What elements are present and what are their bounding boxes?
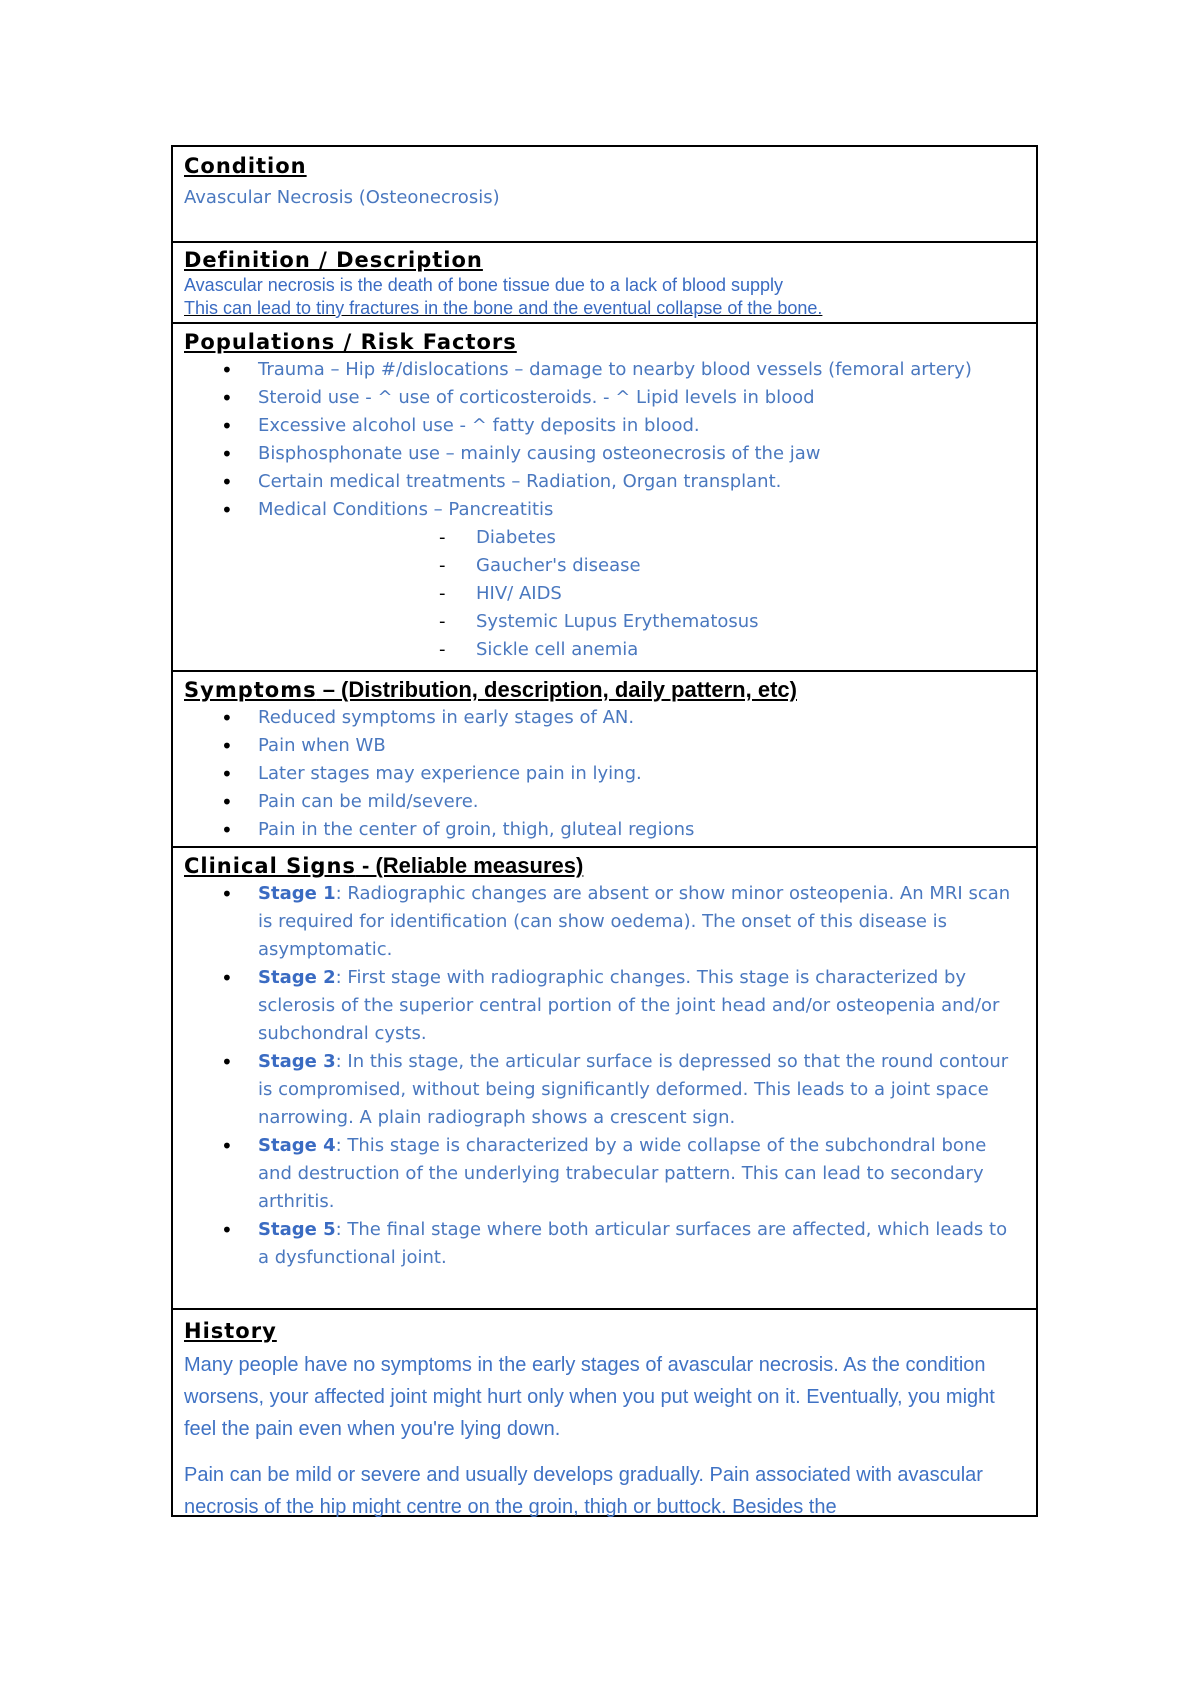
definition-heading: Definition / Description xyxy=(184,248,483,272)
symptoms-heading: Symptoms xyxy=(184,678,317,702)
history-cell xyxy=(173,1308,1036,1517)
stage-label: Stage 3 xyxy=(258,1051,336,1072)
symptoms-list xyxy=(184,704,1026,844)
stage-label: Stage 5 xyxy=(258,1219,336,1240)
list-item: • Excessive alcohol use - ^ fatty deposits in blood. xyxy=(258,412,1026,440)
list-item: • Later stages may experience pain in lying. xyxy=(258,760,1026,788)
populations-cell xyxy=(173,322,1036,672)
stage-text: : The final stage where both articular surfaces are affected, which leads to a dysfunctional joint. xyxy=(258,1219,1008,1268)
stage-item xyxy=(258,1048,1018,1132)
condition-table xyxy=(171,145,1038,1517)
stage-item xyxy=(258,1132,1018,1216)
stage-text: : Radiographic changes are absent or show minor osteopenia. An MRI scan is required for identification (can show oedema). The onset of this disease is asymptomatic. xyxy=(258,883,1011,960)
list-item: • Reduced symptoms in early stages of AN. xyxy=(258,704,1026,732)
stage-item xyxy=(258,1216,1018,1272)
stage-text: : This stage is characterized by a wide collapse of the subchondral bone and destruction of the underlying trabecular pattern. This can lead to secondary arthritis. xyxy=(258,1135,987,1212)
list-item: • Pain in the center of groin, thigh, gluteal regions xyxy=(258,816,1026,844)
condition-value: Avascular Necrosis (Osteonecrosis) xyxy=(184,187,500,208)
stage-text: : First stage with radiographic changes. This stage is characterized by sclerosis of the superior central portion of the joint head and/or osteopenia and/or subchondral cysts. xyxy=(258,967,1000,1044)
stage-label: Stage 4 xyxy=(258,1135,336,1156)
history-paragraph-1: Many people have no symptoms in the early stages of avascular necrosis. As the condition worsens, your affected joint might hurt only when you put weight on it. Eventually, you might feel the pain even when you're lying down. xyxy=(184,1354,995,1440)
stage-item xyxy=(258,964,1018,1048)
list-item: - Sickle cell anemia xyxy=(476,636,1026,664)
stages-list xyxy=(184,880,1026,1272)
history-paragraph-2: Pain can be mild or severe and usually develops gradually. Pain associated with avascular necrosis of the hip might centre on the groin, thigh or buttock. Besides the xyxy=(184,1464,983,1517)
definition-line-1: Avascular necrosis is the death of bone tissue due to a lack of blood supply xyxy=(184,275,784,295)
stage-label: Stage 1 xyxy=(258,883,336,904)
list-item: - Gaucher's disease xyxy=(476,552,1026,580)
symptoms-heading-row xyxy=(184,676,1026,704)
history-heading: History xyxy=(184,1319,277,1343)
list-item: - Systemic Lupus Erythematosus xyxy=(476,608,1026,636)
clinical-signs-heading-note: - (Reliable measures) xyxy=(355,853,584,878)
definition-line-2: This can lead to tiny fractures in the bone and the eventual collapse of the bone. xyxy=(184,298,823,318)
condition-cell xyxy=(173,147,1036,243)
symptoms-heading-note: – (Distribution, description, daily pattern, etc) xyxy=(316,677,797,702)
list-item: • Steroid use - ^ use of corticosteroids. - ^ Lipid levels in blood xyxy=(258,384,1026,412)
populations-heading: Populations / Risk Factors xyxy=(184,330,517,354)
clinical-signs-heading: Clinical Signs xyxy=(184,854,356,878)
stage-item xyxy=(258,880,1018,964)
list-item: • Pain can be mild/severe. xyxy=(258,788,1026,816)
medical-conditions-sublist xyxy=(184,524,1026,664)
risk-factor-list xyxy=(184,356,1026,524)
stage-text: : In this stage, the articular surface is depressed so that the round contour is compromised, without being significantly deformed. This leads to a joint space narrowing. A plain radiograph shows a crescent sign. xyxy=(258,1051,1009,1128)
definition-cell xyxy=(173,241,1036,324)
list-item: • Medical Conditions – Pancreatitis xyxy=(258,496,1026,524)
list-item: • Bisphosphonate use – mainly causing osteonecrosis of the jaw xyxy=(258,440,1026,468)
clinical-signs-heading-row xyxy=(184,852,1026,880)
stage-label: Stage 2 xyxy=(258,967,336,988)
clinical-signs-cell xyxy=(173,846,1036,1310)
list-item: • Pain when WB xyxy=(258,732,1026,760)
list-item: - HIV/ AIDS xyxy=(476,580,1026,608)
list-item: - Diabetes xyxy=(476,524,1026,552)
symptoms-cell xyxy=(173,670,1036,848)
list-item: • Trauma – Hip #/dislocations – damage to nearby blood vessels (femoral artery) xyxy=(258,356,1026,384)
list-item: • Certain medical treatments – Radiation, Organ transplant. xyxy=(258,468,1026,496)
condition-heading: Condition xyxy=(184,154,307,178)
